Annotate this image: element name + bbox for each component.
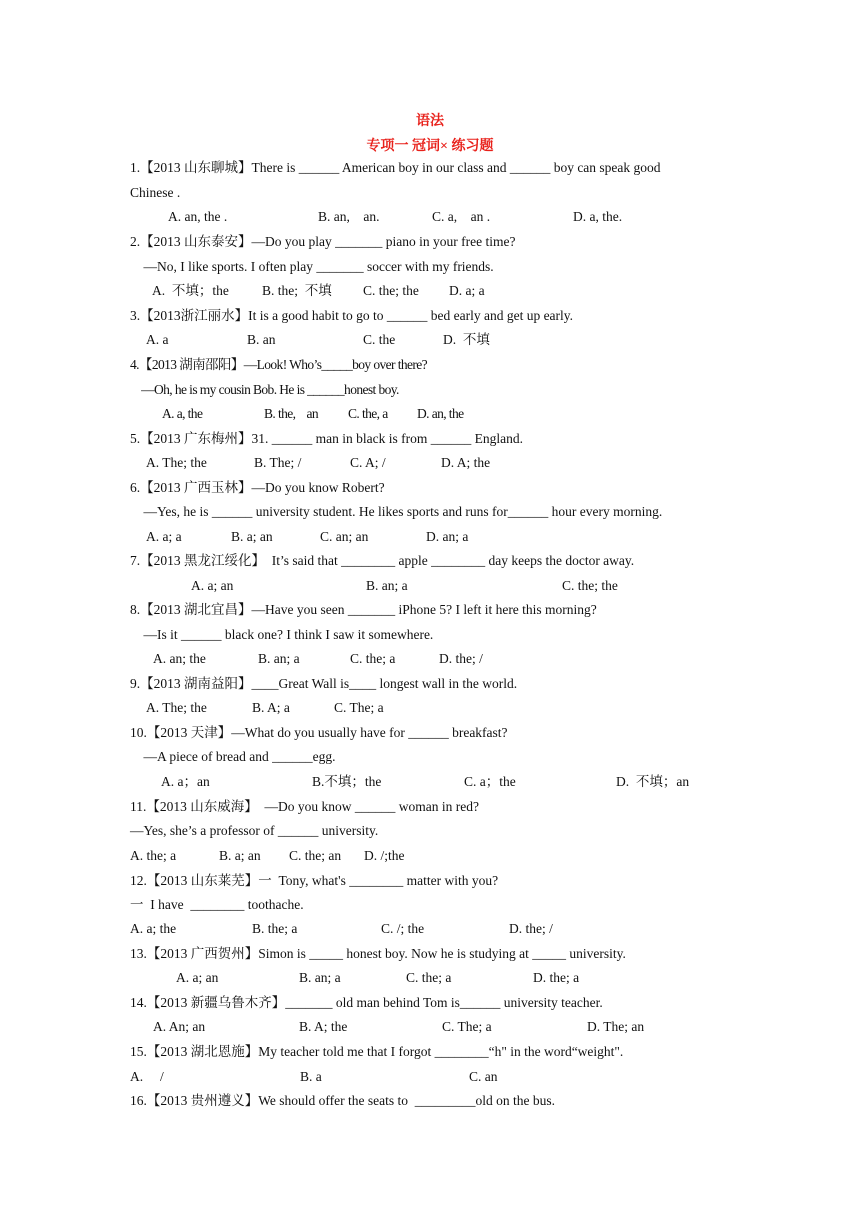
option-d: D. an, the bbox=[417, 406, 464, 421]
option-d: D. the; / bbox=[439, 651, 483, 666]
question-5-stem: 5.【2013 广东梅州】31. ______ man in black is from ______ England. bbox=[130, 431, 523, 446]
option-b: B. an; a bbox=[366, 578, 408, 593]
question-10-stem: 10.【2013 天津】—What do you usually have for ______ breakfast? bbox=[130, 725, 508, 740]
option-d: D. the; / bbox=[509, 921, 553, 936]
option-b: B. a; an bbox=[219, 848, 261, 863]
option-b: B. A; a bbox=[252, 700, 290, 715]
question-10-reply: —A piece of bread and ______egg. bbox=[130, 749, 336, 764]
option-c: C. the; an bbox=[289, 848, 342, 863]
option-b: B. the; a bbox=[252, 921, 298, 936]
option-b: B. a bbox=[300, 1069, 322, 1084]
question-13-stem: 13.【2013 广西贺州】Simon is _____ honest boy. Now he is studying at _____ university. bbox=[130, 946, 626, 961]
option-b: B. an bbox=[247, 332, 276, 347]
option-c: C. the, a bbox=[348, 406, 388, 421]
option-c: C. /; the bbox=[381, 921, 425, 936]
option-a: A. a; an bbox=[176, 970, 219, 985]
question-4-stem: 4.【2013 湖南邵阳】—Look! Who’s_____boy over there? bbox=[130, 357, 428, 372]
option-c: C. The; a bbox=[334, 700, 384, 715]
option-a: A. a; the bbox=[130, 921, 177, 936]
question-14-stem: 14.【2013 新疆乌鲁木齐】_______ old man behind Tom is______ university teacher. bbox=[130, 995, 603, 1010]
option-b: B. the, an bbox=[264, 406, 319, 421]
question-1-stem: 1.【2013 山东聊城】There is ______ American boy in our class and ______ boy can speak good bbox=[130, 160, 661, 175]
option-b: B. an, an. bbox=[318, 209, 380, 224]
option-d: D. the; a bbox=[533, 970, 580, 985]
option-a: A. a; a bbox=[146, 529, 182, 544]
option-c: C. A; / bbox=[350, 455, 386, 470]
option-a: A. The; the bbox=[146, 455, 207, 470]
option-b: B. The; / bbox=[254, 455, 302, 470]
option-a: A. The; the bbox=[146, 700, 207, 715]
question-11-stem: 11.【2013 山东威海】 —Do you know ______ woman in red? bbox=[130, 799, 479, 814]
question-12-stem: 12.【2013 山东莱芜】一 Tony, what's ________ matter with you? bbox=[130, 873, 499, 888]
option-c: C. the bbox=[363, 332, 396, 347]
option-d: D. 不填 bbox=[443, 332, 490, 347]
question-6-reply: —Yes, he is ______ university student. He likes sports and runs for______ hour every morning. bbox=[130, 504, 663, 519]
option-b: B. an; a bbox=[299, 970, 341, 985]
option-d: D. a; a bbox=[449, 283, 485, 298]
question-4-reply: —Oh, he is my cousin Bob. He is ______honest boy. bbox=[130, 382, 399, 397]
page-title: 语法 bbox=[416, 114, 444, 129]
option-a: A. an; the bbox=[153, 651, 206, 666]
question-9-stem: 9.【2013 湖南益阳】____Great Wall is____ longest wall in the world. bbox=[130, 676, 518, 691]
question-7-stem: 7.【2013 黑龙江绥化】 It’s said that ________ apple ________ day keeps the doctor away. bbox=[130, 553, 635, 568]
question-2-stem: 2.【2013 山东泰安】—Do you play _______ piano in your free time? bbox=[130, 234, 516, 249]
question-3-stem: 3.【2013浙江丽水】It is a good habit to go to ______ bed early and get up early. bbox=[130, 308, 574, 323]
option-b: B. an; a bbox=[258, 651, 300, 666]
question-2-reply: —No, I like sports. I often play _______ soccer with my friends. bbox=[130, 259, 494, 274]
option-b: B.不填；the bbox=[312, 774, 382, 789]
option-b: B. the; 不填 bbox=[262, 283, 332, 298]
option-c: C. the; the bbox=[562, 578, 618, 593]
question-12-reply: 一 I have ________ toothache. bbox=[130, 897, 304, 912]
option-a: A. the; a bbox=[130, 848, 177, 863]
option-d: D. a, the. bbox=[573, 209, 623, 224]
option-c: C. a, an . bbox=[432, 209, 491, 224]
question-8-stem: 8.【2013 湖北宜昌】—Have you seen _______ iPhone 5? I left it here this morning? bbox=[130, 602, 597, 617]
option-a: A. 不填；the bbox=[152, 283, 229, 298]
option-c: C. a；the bbox=[464, 774, 516, 789]
option-c: C. an; an bbox=[320, 529, 369, 544]
option-c: C. the; a bbox=[350, 651, 396, 666]
page-subtitle: 专项一 冠词× 练习题 bbox=[366, 139, 494, 154]
option-a: A. An; an bbox=[153, 1019, 206, 1034]
option-d: D. The; an bbox=[587, 1019, 645, 1034]
option-c: C. The; a bbox=[442, 1019, 492, 1034]
option-a: A. a；an bbox=[161, 774, 210, 789]
option-d: D. 不填；an bbox=[616, 774, 690, 789]
question-1-stem-cont: Chinese . bbox=[130, 185, 181, 200]
question-11-reply: —Yes, she’s a professor of ______ university. bbox=[130, 823, 379, 838]
question-8-reply: —Is it ______ black one? I think I saw it somewhere. bbox=[130, 627, 434, 642]
option-b: B. A; the bbox=[299, 1019, 348, 1034]
option-a: A. a; an bbox=[191, 578, 234, 593]
option-d: D. A; the bbox=[441, 455, 491, 470]
option-c: C. an bbox=[469, 1069, 498, 1084]
option-d: D. /;the bbox=[364, 848, 405, 863]
question-15-stem: 15.【2013 湖北恩施】My teacher told me that I forgot ________“h" in the word“weight". bbox=[130, 1044, 624, 1059]
option-a: A. a, the bbox=[162, 406, 203, 421]
option-a: A. a bbox=[146, 332, 169, 347]
question-16-stem: 16.【2013 贵州遵义】We should offer the seats to _________old on the bus. bbox=[130, 1093, 555, 1108]
option-b: B. a; an bbox=[231, 529, 273, 544]
option-a: A. / bbox=[130, 1069, 164, 1084]
option-a: A. an, the . bbox=[168, 209, 228, 224]
question-6-stem: 6.【2013 广西玉林】—Do you know Robert? bbox=[130, 480, 385, 495]
option-d: D. an; a bbox=[426, 529, 469, 544]
option-c: C. the; the bbox=[363, 283, 419, 298]
option-c: C. the; a bbox=[406, 970, 452, 985]
